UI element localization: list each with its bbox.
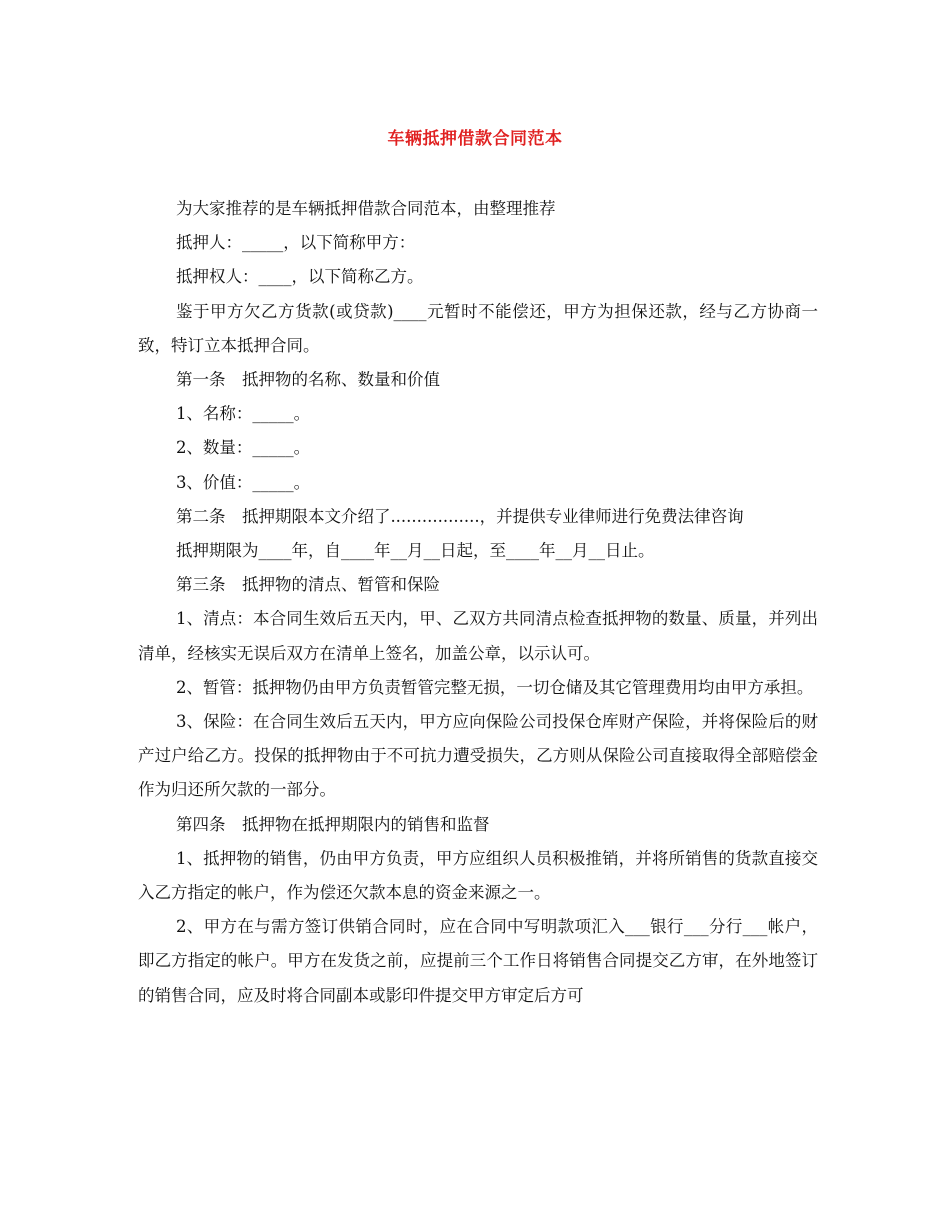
article-1-item-2: 2、数量：_____。	[175, 438, 311, 458]
document-title: 车辆抵押借款合同范本	[387, 129, 563, 149]
article-1-item-3: 3、价值：_____。	[175, 472, 311, 492]
article-2-heading: 第二条 抵押期限本文介绍了.................，并提供专业律师进行免费法律咨询	[175, 506, 744, 526]
paragraph-mortgagor: 抵押人：_____，以下简称甲方：	[175, 233, 416, 253]
article-3-heading: 第三条 抵押物的清点、暂管和保险	[175, 575, 440, 595]
paragraph-intro: 为大家推荐的是车辆抵押借款合同范本，由整理推荐	[175, 199, 556, 218]
paragraph-mortgagee: 抵押权人：____，以下简称乙方。	[175, 267, 424, 287]
article-4-heading: 第四条 抵押物在抵押期限内的销售和监督	[175, 814, 490, 834]
article-3-item-3: 3、保险：在合同生效后五天内，甲方应向保险公司投保仓库财产保险，并将保险后的财产过户给乙方。投保的抵押物由于不可抗力遭受损失，乙方则从保险公司直接取得全部赔偿金作为归还所欠款的一部分。	[138, 712, 818, 800]
article-3-item-1: 1、清点：本合同生效后五天内，甲、乙双方共同清点检查抵押物的数量、质量，并列出清单，经核实无误后双方在清单上签名，加盖公章，以示认可。	[138, 609, 818, 663]
article-3-item-2: 2、暂管：抵押物仍由甲方负责暂管完整无损，一切仓储及其它管理费用均由甲方承担。	[175, 677, 814, 697]
article-2-term: 抵押期限为____年，自____年__月__日起，至____年__月__日止。	[175, 541, 655, 561]
paragraph-preamble: 鉴于甲方欠乙方货款(或贷款)____元暂时不能偿还，甲方为担保还款，经与乙方协商一致，特订立本抵押合同。	[138, 301, 818, 355]
article-1-item-1: 1、名称：_____。	[175, 404, 311, 424]
article-1-heading: 第一条 抵押物的名称、数量和价值	[175, 370, 440, 390]
article-4-item-1: 1、抵押物的销售，仍由甲方负责，甲方应组织人员积极推销，并将所销售的货款直接交入乙方指定的帐户，作为偿还欠款本息的资金来源之一。	[138, 848, 818, 903]
article-4-item-2: 2、甲方在与需方签订供销合同时，应在合同中写明款项汇入___银行___分行___帐户，即乙方指定的帐户。甲方在发货之前，应提前三个工作日将销售合同提交乙方审，在外地签订的销售合同，应及时将合同副本或影印件提交甲方审定后方可	[138, 917, 818, 1005]
document-body	[138, 192, 818, 1013]
